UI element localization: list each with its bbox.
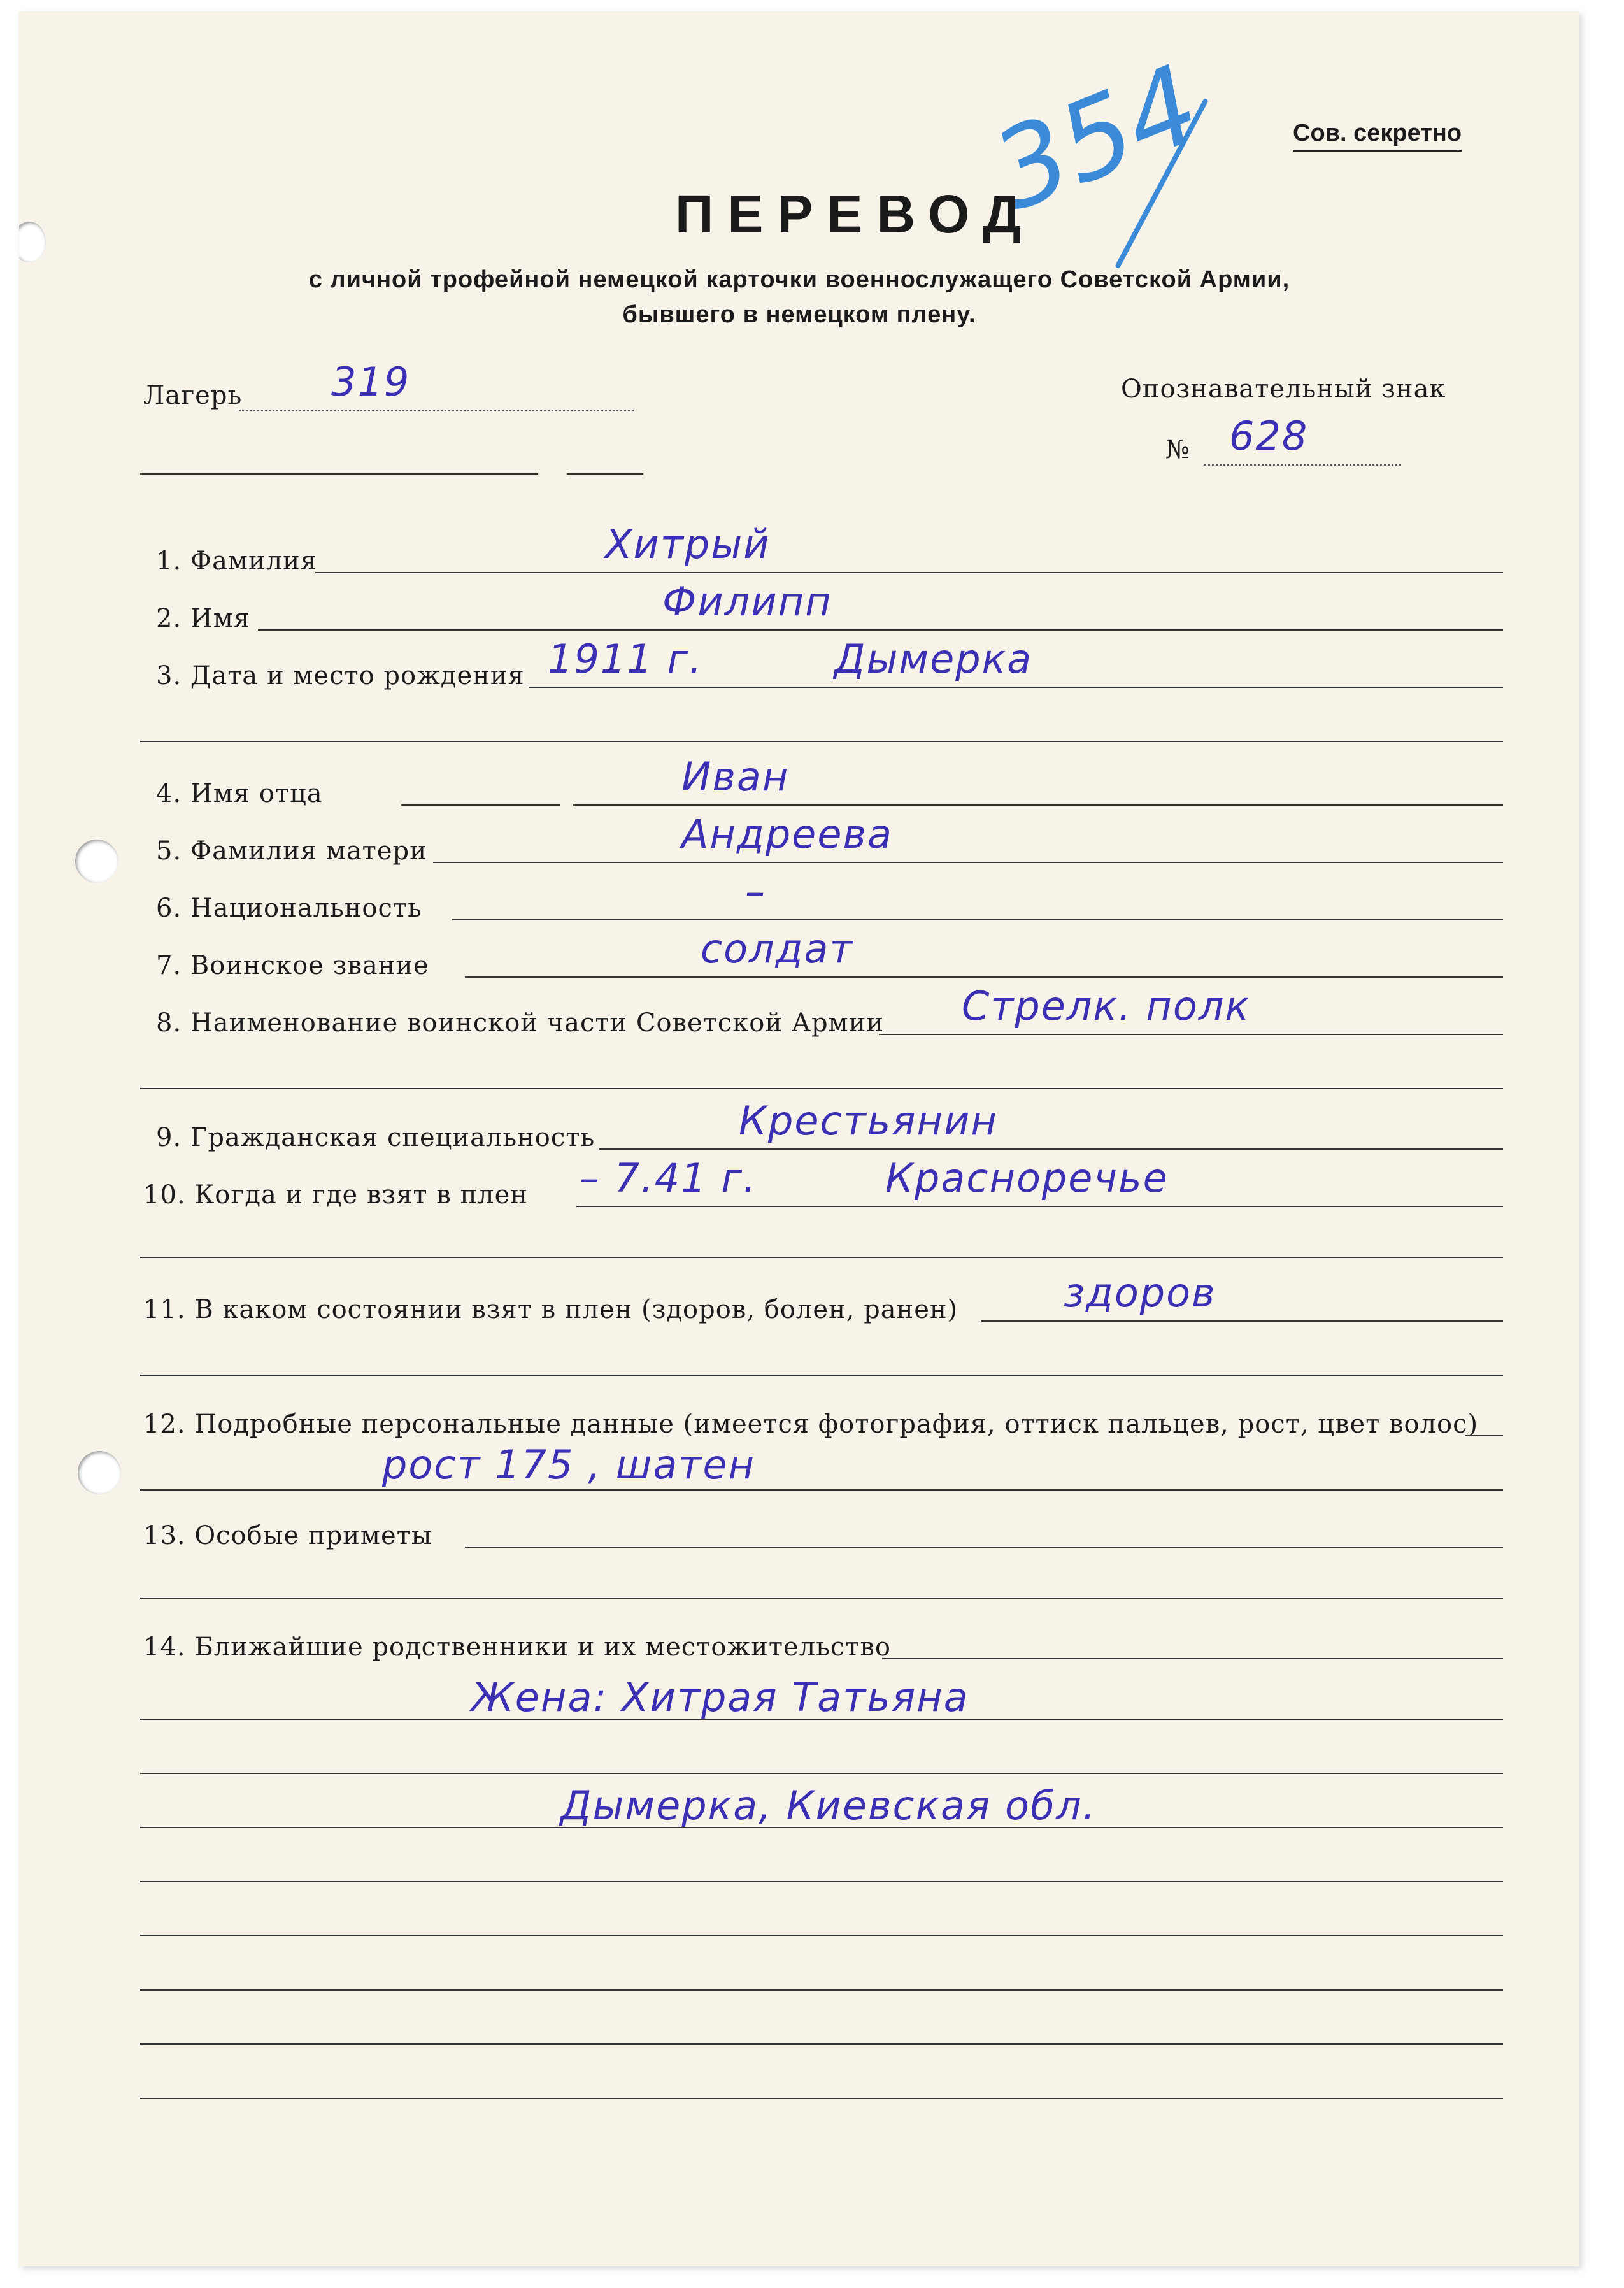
field-10-line <box>576 1206 1503 1207</box>
field-2-line <box>258 629 1503 631</box>
id-tag-dotted-line <box>1204 464 1401 466</box>
field-14-line <box>882 1658 1503 1659</box>
field-6-label: 6. Национальность <box>156 894 422 923</box>
field-14-line-4 <box>140 1827 1503 1828</box>
field-14-line-5 <box>140 1881 1503 1882</box>
field-10-line-2 <box>140 1257 1503 1258</box>
field-10-place: Красноречье <box>885 1155 1169 1201</box>
camp-value: 319 <box>331 359 411 405</box>
punch-hole-bottom <box>78 1451 121 1494</box>
field-4-line-a <box>401 804 560 806</box>
field-14-line-2 <box>140 1719 1503 1720</box>
field-8-value: Стрелк. полк <box>962 983 1250 1029</box>
field-10-label: 10. Когда и где взят в плен <box>143 1180 528 1210</box>
field-9-line <box>599 1148 1503 1150</box>
field-14-line-8 <box>140 2043 1503 2045</box>
field-6-line <box>452 919 1503 920</box>
field-8-line-2 <box>140 1088 1503 1089</box>
subtitle-line-1: с личной трофейной немецкой карточки военнослужащего Советской Армии, <box>308 266 1290 293</box>
field-1-value: Хитрый <box>605 521 771 568</box>
subtitle-line-2: бывшего в немецком плену. <box>622 301 976 328</box>
field-13-line-2 <box>140 1598 1503 1599</box>
id-tag-number-sign: № <box>1165 435 1190 464</box>
camp-label: Лагерь <box>143 381 243 410</box>
classification-stamp: Сов. секретно <box>1293 120 1462 152</box>
field-13-line <box>465 1547 1503 1548</box>
field-11-value: здоров <box>1064 1269 1216 1316</box>
handwritten-file-number: 354 <box>977 41 1216 236</box>
field-9-value: Крестьянин <box>739 1098 998 1144</box>
field-3-line-2 <box>140 741 1503 742</box>
field-2-label: 2. Имя <box>156 604 251 633</box>
punch-hole-top <box>19 222 46 262</box>
field-5-value: Андреева <box>681 811 893 857</box>
field-12-line <box>1465 1435 1503 1436</box>
id-tag-value: 628 <box>1229 413 1309 459</box>
id-tag-label: Опознавательный знак <box>1121 375 1446 404</box>
camp-dotted-line <box>239 410 634 411</box>
field-4-value: Иван <box>681 754 790 800</box>
field-11-line-2 <box>140 1375 1503 1376</box>
page-title: ПЕРЕВОД <box>675 184 1036 244</box>
field-3-place: Дымерка <box>834 636 1033 682</box>
field-12-value: рост 175 , шатен <box>382 1441 756 1488</box>
field-14-line-9 <box>140 2098 1503 2099</box>
field-12-label: 12. Подробные персональные данные (имеется фотография, оттиск пальцев, рост, цвет волос) <box>143 1410 1479 1439</box>
field-9-label: 9. Гражданская специальность <box>156 1123 595 1152</box>
field-5-label: 5. Фамилия матери <box>156 836 427 866</box>
field-5-line <box>433 862 1503 863</box>
field-8-line <box>879 1034 1503 1035</box>
field-3-year: 1911 г. <box>548 636 703 682</box>
field-10-date: – 7.41 г. <box>580 1155 757 1201</box>
document-sheet <box>19 11 1579 2266</box>
field-13-label: 13. Особые приметы <box>143 1521 432 1550</box>
punch-hole-middle <box>75 840 118 883</box>
field-2-value: Филипп <box>662 578 832 625</box>
field-3-line <box>529 687 1503 688</box>
field-14-line-3 <box>140 1773 1503 1774</box>
field-14-label: 14. Ближайшие родственники и их местожительство <box>143 1633 892 1662</box>
field-3-label: 3. Дата и место рождения <box>156 661 525 690</box>
field-4-label: 4. Имя отца <box>156 779 323 808</box>
field-11-line <box>981 1320 1503 1322</box>
camp-underline-1 <box>140 473 538 475</box>
field-8-label: 8. Наименование воинской части Советской Армии <box>156 1008 885 1038</box>
field-14-line-6 <box>140 1935 1503 1936</box>
field-7-line <box>465 976 1503 978</box>
field-14-value-line-2: Дымерка, Киевская обл. <box>560 1782 1097 1829</box>
field-7-value: солдат <box>701 926 854 972</box>
field-6-value: – <box>745 868 766 915</box>
field-14-line-7 <box>140 1989 1503 1991</box>
field-1-label: 1. Фамилия <box>156 547 318 576</box>
field-12-line-2 <box>140 1489 1503 1491</box>
field-7-label: 7. Воинское звание <box>156 951 429 980</box>
field-1-line <box>315 572 1503 573</box>
field-4-line-b <box>573 804 1503 806</box>
field-11-label: 11. В каком состоянии взят в плен (здоров, болен, ранен) <box>143 1295 958 1324</box>
field-14-value-line-1: Жена: Хитрая Татьяна <box>471 1674 969 1720</box>
camp-underline-2 <box>567 473 643 475</box>
